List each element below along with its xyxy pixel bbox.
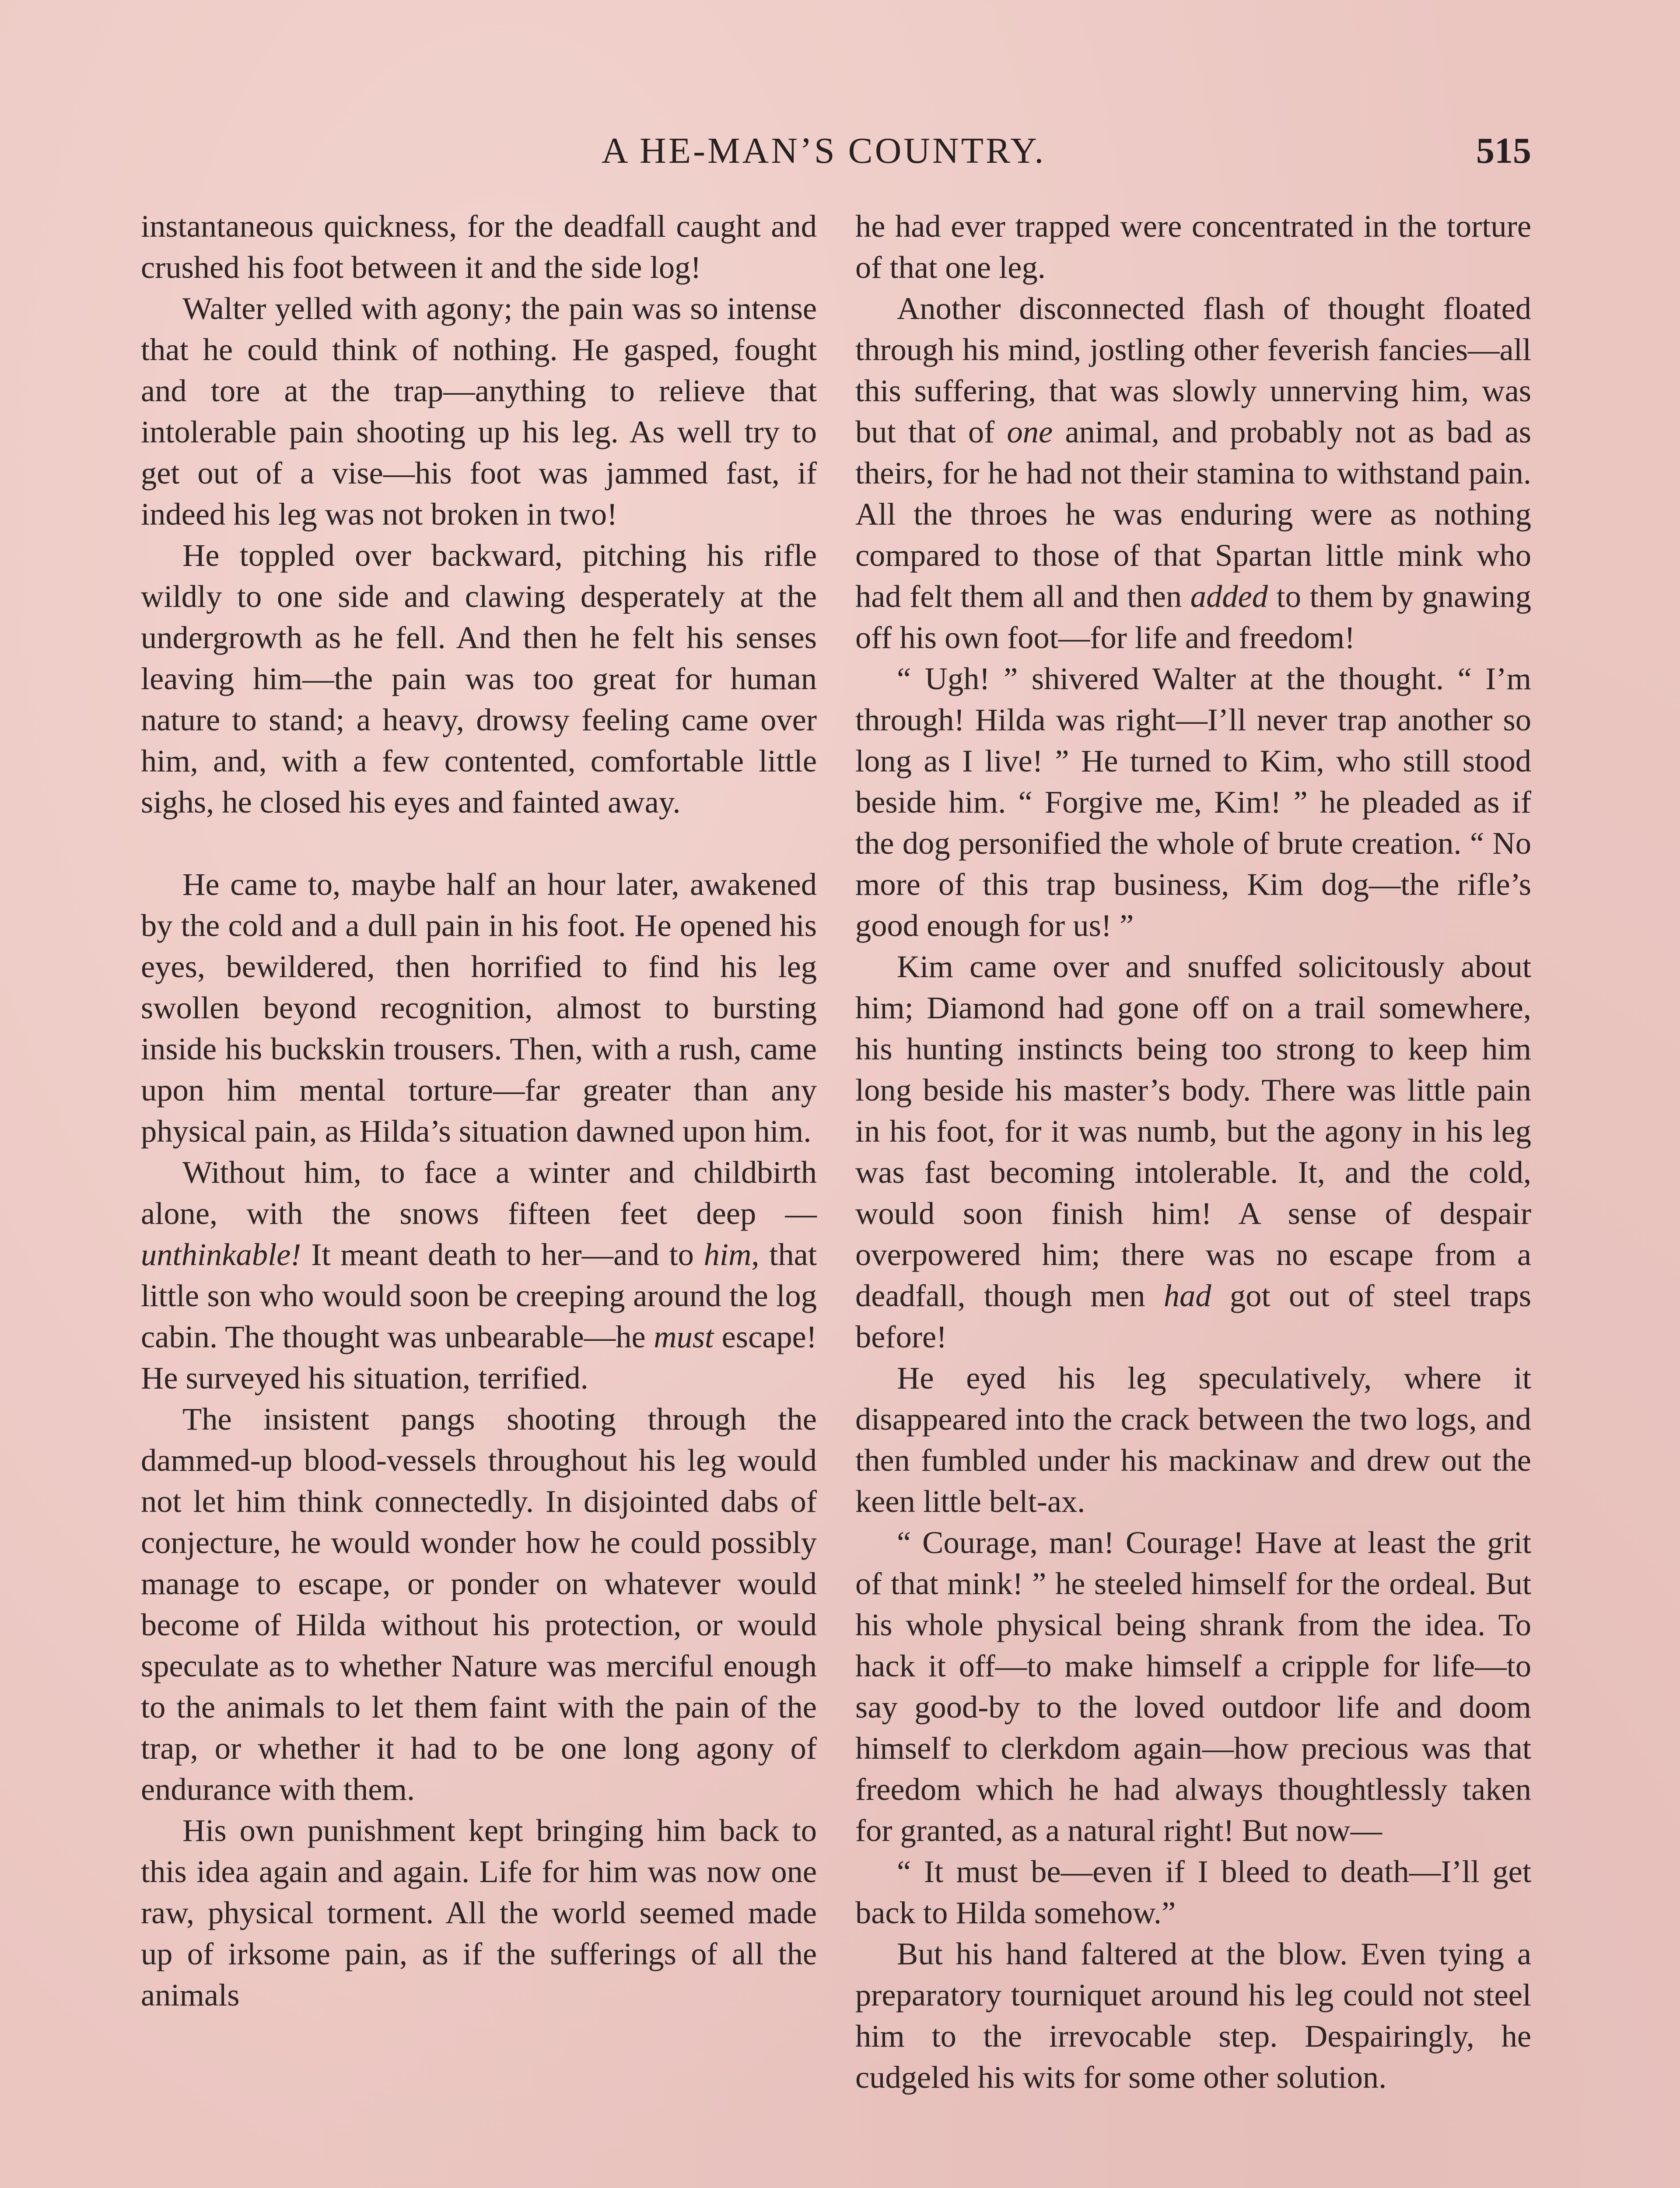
emphasis: him xyxy=(704,1237,752,1272)
paragraph: The insistent pangs shooting through the dammed-up blood-vessels throughout his leg would not let him think connectedly. In disjointed dabs of conjecture, he would wonder how he could possibly manage to escape, or ponder on whatever would become of Hilda without his protection, or would speculate as to whether Nature was merciful enough to the animals to let them faint with the pain of the trap, or whether it had to be one long agony of endurance with them. xyxy=(141,1401,817,1807)
paragraph: But his hand faltered at the blow. Even tying a preparatory tourniquet around his leg could not steel him to the irrevocable step. Despairingly, he cudgeled his wits for some other solution. xyxy=(855,1936,1531,2095)
text-run: got out of steel traps before! xyxy=(855,1278,1531,1354)
emphasis: one xyxy=(1007,414,1053,449)
left-column xyxy=(141,206,817,2016)
running-title: A HE-MAN’S COUNTRY. xyxy=(602,130,1046,171)
emphasis: must xyxy=(654,1319,714,1354)
text-run: , that little son who would soon be creeping around the log cabin. The thought was unbearable—he xyxy=(141,1237,817,1354)
page-number: 515 xyxy=(1476,130,1531,171)
paragraph: “ Courage, man! Courage! Have at least the grit of that mink! ” he steeled himself for the ordeal. But his whole physical being shrank from the idea. To hack it off—to make himself a cripple for life—to say good-by to the loved outdoor life and doom himself to clerkdom again—how precious was that freedom which he had always thoughtlessly taken for granted, as a natural right! But now— xyxy=(855,1525,1531,1848)
paragraph: “ Ugh! ” shivered Walter at the thought. “ I’m through! Hilda was right—I’ll never trap another so long as I live! ” He turned to Kim, who still stood beside him. “ Forgive me, Kim! ” he pleaded as if the dog personified the whole of brute creation. “ No more of this trap business, Kim dog—the rifle’s good enough for us! ” xyxy=(855,661,1531,943)
text-run: animal, and probably not as bad as theirs, for he had not their stamina to withstand pain. All the throes he was enduring were as nothing compared to those of that Spartan little mink who had felt them all and then xyxy=(855,414,1531,614)
running-header xyxy=(0,130,1680,173)
paragraph: He toppled over backward, pitching his rifle wildly to one side and clawing desperately at the undergrowth as he fell. And then he felt his senses leaving him—the pain was too great for human nature to stand; a heavy, drowsy feeling came over him, and, with a few contented, comfortable little sighs, he closed his eyes and fainted away. xyxy=(141,537,817,820)
text-run: Another disconnected flash of thought floated through his mind, jostling other feverish fancies—all this suffering, that was slowly unnerving him, was but that of xyxy=(855,291,1531,449)
paragraph: His own punishment kept bringing him back to this idea again and again. Life for him was now one raw, physical torment. All the world seemed made up of irksome pain, as if the sufferings of all the animals xyxy=(141,1813,817,2013)
paragraph xyxy=(855,288,1531,658)
paragraph: Walter yelled with agony; the pain was so intense that he could think of nothing. He gasped, fought and tore at the trap—anything to relieve that intolerable pain shooting up his leg. As well try to get out of a vise—his foot was jammed fast, if indeed his leg was not broken in two! xyxy=(141,291,817,532)
paragraph xyxy=(855,946,1531,1357)
emphasis: added xyxy=(1190,579,1268,614)
paragraph: instantaneous quickness, for the deadfall caught and crushed his foot between it and the side log! xyxy=(141,208,817,285)
paragraph: “ It must be—even if I bleed to death—I’ll get back to Hilda somehow.” xyxy=(855,1854,1531,1930)
paragraph: He came to, maybe half an hour later, awakened by the cold and a dull pain in his foot. He opened his eyes, bewildered, then horrified to find his leg swollen beyond recognition, almost to bursting inside his buckskin trousers. Then, with a rush, came upon him mental torture—far greater than any physical pain, as Hilda’s situation dawned upon him. xyxy=(141,866,817,1149)
text-run: Kim came over and snuffed solicitously about him; Diamond had gone off on a trail somewhere, his hunting instincts being too strong to keep him long beside his master’s body. There was little pain in his foot, for it was numb, but the agony in his leg was fast becoming intolerable. It, and the cold, would soon finish him! A sense of despair overpowered him; there was no escape from a deadfall, though men xyxy=(855,949,1531,1313)
text-run: It meant death to her—and to xyxy=(301,1237,704,1272)
paragraph: He eyed his leg speculatively, where it disappeared into the crack between the two logs, and then fumbled under his mackinaw and drew out the keen little belt-ax. xyxy=(855,1360,1531,1519)
text-run: escape! He surveyed his situation, terrified. xyxy=(141,1319,817,1396)
emphasis: had xyxy=(1163,1278,1211,1313)
emphasis: unthinkable! xyxy=(141,1237,301,1272)
text-run: Without him, to face a winter and childbirth alone, with the snows fifteen feet deep — xyxy=(141,1154,817,1231)
text-run: to them by gnawing off his own foot—for life and freedom! xyxy=(855,579,1532,655)
right-column xyxy=(855,206,1531,2098)
paragraph xyxy=(141,1152,817,1399)
paragraph: he had ever trapped were concentrated in the torture of that one leg. xyxy=(855,208,1531,285)
